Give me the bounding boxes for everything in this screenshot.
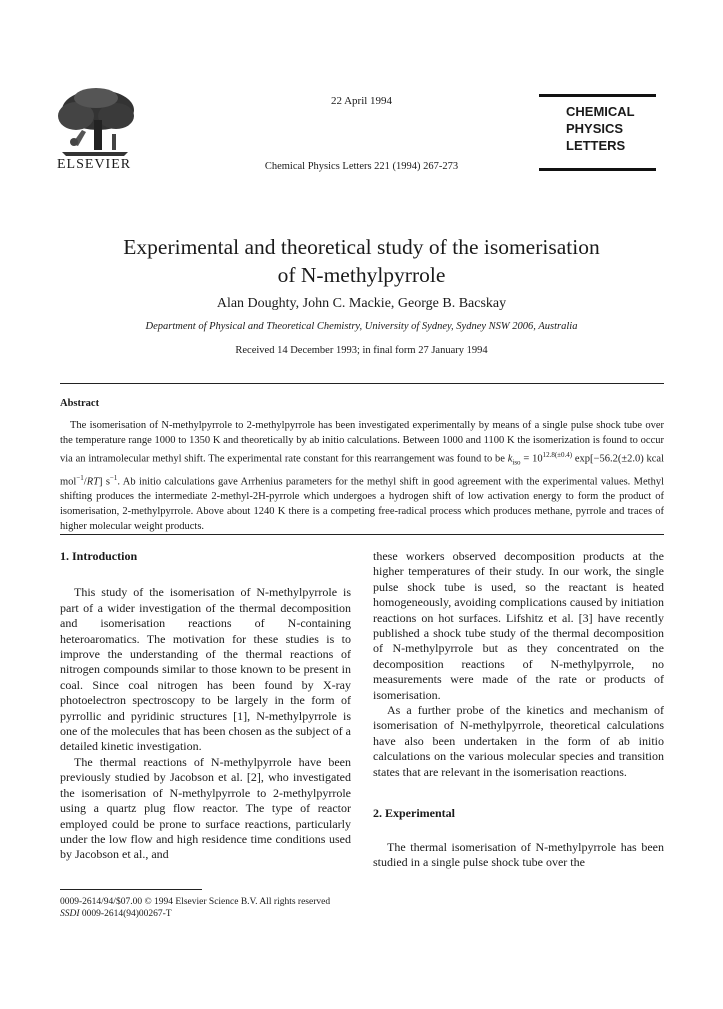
affiliation: Department of Physical and Theoretical Chemistry, University of Sydney, Sydney NSW 2006, Australia	[145, 321, 578, 332]
issue-date: 22 April 1994	[330, 95, 393, 107]
equation-part: exp[−56.2(±2.0) kcal mol	[60, 453, 665, 488]
intro-paragraph: As a further probe of the kinetics and mechanism of isomerisation of N-methylpyrrole, theoretical calculations have also been undertaken in the form of ab initio calculations on the various molecular species and transition states that are relevant in the isomerisation reactions.	[373, 703, 664, 779]
section-heading-introduction: 1. Introduction	[60, 549, 138, 563]
received-dates: Received 14 December 1993; in final form 27 January 1994	[235, 345, 488, 356]
journal-rule-bottom	[539, 168, 656, 171]
journal-citation: Chemical Physics Letters 221 (1994) 267-273	[264, 161, 459, 172]
footer-rule	[60, 889, 202, 890]
intro-paragraph: This study of the isomerisation of N-methylpyrrole is part of a wider investigation of the thermal decomposition and isomerisation reactions of N-containing heteroaromatics. The motivation for these studies is to improve the understanding of the thermal reactions of nitrogen compounds similar to those known to be present in coal. Since coal nitrogen has been found by X-ray photoelectron spectroscopy to be largely in the form of pyrrollic and pyridinic structures [1], N-methylpyrrole is one of the molecules that has been chosen as the subject of a detailed kinetic investigation.	[60, 585, 351, 754]
equation-part: ] s	[98, 476, 110, 488]
abstract-heading: Abstract	[60, 398, 100, 409]
experimental-paragraph: The thermal isomerisation of N-methylpyrrole has been studied in a single pulse shock tube over the	[373, 839, 664, 869]
rate-constant-symbol: k	[507, 453, 513, 465]
rule-below-abstract	[60, 534, 664, 535]
unit-exponent: −1	[76, 473, 84, 482]
intro-paragraph: The thermal reactions of N-methylpyrrole have been previously studied by Jacobson et al. [2], who investigated the isomerisation of N-methylpyrrole to 2-methylpyrrole using a quartz plug flow reactor. The type of reactor employed could be prone to surface reactions, particularly under the low flow and high residence time conditions used by Jacobson et al., and	[60, 754, 351, 862]
rule-above-abstract	[60, 383, 664, 384]
title-line: of N-methylpyrrole	[277, 263, 446, 287]
equation-part: /	[83, 476, 87, 488]
unit-exponent: −1	[109, 473, 118, 482]
left-column	[60, 549, 351, 863]
journal-name	[566, 103, 635, 154]
equation-part: = 10	[520, 453, 543, 465]
publisher-name: ELSEVIER	[57, 157, 132, 172]
equation-rt: RT	[86, 476, 99, 488]
authors: Alan Doughty, John C. Mackie, George B. Bacskay	[216, 296, 507, 311]
rate-constant-subscript: iso	[512, 458, 521, 467]
journal-name-line: CHEMICAL	[566, 104, 635, 119]
intro-paragraph-continued: these workers observed decomposition products at the higher temperatures of their study. In our work, the single pulse shock tube is used, so the reactant is heated homogeneously, avoiding complications caused by initiation reactions on hot surfaces. Lifshitz et al. [3] have recently published a shock tube study of the thermal decomposition of N-methylpyrrole but as they concentrated on the decomposition reactions of N-methylpyrrole, no measurements were made of the rate or products of isomerisation.	[373, 549, 664, 702]
title-line: Experimental and theoretical study of the isomerisation	[123, 235, 600, 259]
right-column	[373, 549, 664, 870]
abstract-text	[60, 418, 664, 534]
section-heading-experimental: 2. Experimental	[373, 806, 455, 821]
ssdi-line	[60, 908, 330, 920]
equation-exponent: 12.8(±0.4)	[542, 451, 573, 459]
journal-name-line: LETTERS	[566, 138, 626, 153]
abstract-text-part: . Ab initio calculations gave Arrhenius parameters for the methyl shift in good agreement with the experimental values. Methyl shifting produces the intermediate 2-methyl-2H-pyrrole which undergoes a hydrogen shift of low activation energy to form the product of isomerisation, 2-methylpyrrole. Above about 1240 K there is a competing free-radical process which produces methane, pyrrole and traces of higher molecular weight products.	[60, 476, 664, 533]
copyright-line: 0009-2614/94/$07.00 © 1994 Elsevier Science B.V. All rights reserved	[60, 897, 331, 907]
copyright-footer	[60, 896, 330, 920]
ssdi-value: 0009-2614(94)00267-T	[79, 909, 172, 919]
journal-rule-top	[539, 94, 656, 97]
journal-name-line: PHYSICS	[566, 121, 624, 136]
ssdi-label: SSDI	[60, 909, 80, 919]
abstract-text-part: The isomerisation of N-methylpyrrole to 2-methylpyrrole has been investigated experimentally by means of a single pulse shock tube over the temperature range 1000 to 1350 K and theoretically by ab initio calculations. Between 1000 and 1100 K the isomerization is found to occur via an intramolecular methyl shift. The experimental rate constant for this rearrangement was found to be	[60, 420, 664, 465]
article-title	[0, 233, 723, 289]
